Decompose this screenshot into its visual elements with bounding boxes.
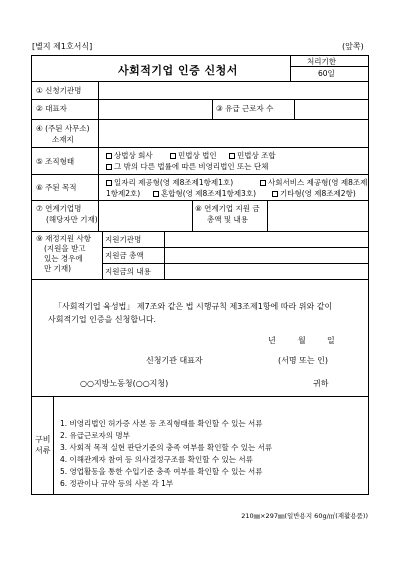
support-agency-field[interactable] bbox=[166, 233, 366, 245]
signer-label: 신청기관 대표자 bbox=[146, 356, 203, 365]
option-commercial-company[interactable]: 상법상 회사 bbox=[106, 151, 153, 160]
option-mixed[interactable]: 혼합형(영 제8조제1항제3호) bbox=[153, 189, 256, 198]
label-linked-company-note: (해당자만 기재) bbox=[46, 215, 98, 224]
form-title: 사회적기업 인증 신청서 bbox=[118, 64, 238, 77]
label-support-content: 지원금의 내용 bbox=[105, 267, 151, 276]
processing-period-label: 처리기한 bbox=[307, 57, 336, 66]
label-financial-note-1: (지원을 받고 bbox=[44, 244, 86, 253]
form-label: [별지 제1호서식] bbox=[32, 42, 93, 51]
attachments-label-2: 서류 bbox=[35, 446, 51, 455]
signature-label: (서명 또는 인) bbox=[278, 356, 328, 365]
date-year-label: 년 bbox=[268, 336, 276, 345]
date-month-label: 월 bbox=[298, 336, 306, 345]
attachment-item: 6. 정관이나 규약 등의 사본 각 1부 bbox=[60, 479, 174, 488]
label-org-type: ⑤ 조직형태 bbox=[36, 157, 75, 166]
label-linked-support-sub: 총액 및 내용 bbox=[207, 215, 248, 224]
paper-spec: 210㎜×297㎜(일반용지 60g/㎡(재활용품)) bbox=[241, 512, 368, 520]
label-address: ④ (주된 사무소) bbox=[36, 124, 90, 133]
attachment-item: 3. 사회적 목적 실현 판단기준의 충족 여부를 확인할 수 있는 서류 bbox=[60, 443, 273, 452]
applicant-name-field[interactable] bbox=[100, 83, 366, 97]
checkbox-icon bbox=[272, 191, 278, 197]
paid-workers-field[interactable] bbox=[296, 101, 366, 117]
declaration-line-1: 「사회적기업 육성법」 제7조와 같은 법 시행규칙 제3조제1항에 따라 위와 같이 bbox=[54, 302, 333, 311]
label-address-sub: 소재지 bbox=[52, 135, 74, 144]
option-job-provision[interactable]: 일자리 제공형(영 제8조제1항제1호) bbox=[106, 178, 233, 187]
attachment-item: 4. 이해관계자 참여 등 의사결정구조를 확인할 수 있는 서류 bbox=[60, 455, 253, 464]
support-amount-field[interactable] bbox=[166, 249, 366, 261]
option-civil-corporation[interactable]: 민법상 법인 bbox=[170, 151, 217, 160]
checkbox-icon bbox=[106, 164, 112, 170]
linked-company-field[interactable] bbox=[100, 202, 190, 229]
attachment-item: 1. 비영리법인 허가증 사본 등 조직형태를 확인할 수 있는 서류 bbox=[60, 419, 263, 428]
label-financial-note-3: 만 기재) bbox=[44, 264, 72, 273]
option-other[interactable]: 기타형(영 제8조제2항) bbox=[272, 189, 356, 198]
address-field[interactable] bbox=[100, 121, 366, 145]
option-nonprofit[interactable]: 그 밖의 다른 법률에 따른 비영리법인 또는 단체 bbox=[106, 162, 268, 171]
checkbox-icon bbox=[229, 153, 235, 159]
checkbox-icon bbox=[106, 180, 112, 186]
label-main-purpose: ⑥ 주된 목적 bbox=[36, 183, 77, 192]
label-support-agency: 지원기관명 bbox=[105, 235, 142, 244]
label-financial-support: ⑨ 재정지원 사항 bbox=[36, 234, 91, 243]
social-service-continued: 1항제2호) bbox=[106, 189, 141, 198]
label-representative: ② 대표자 bbox=[36, 104, 67, 113]
declaration-line-2: 사회적기업 인증을 신청합니다. bbox=[48, 315, 157, 324]
recipient-suffix: 귀하 bbox=[313, 379, 329, 388]
linked-support-field[interactable] bbox=[269, 202, 366, 229]
representative-field[interactable] bbox=[100, 101, 210, 117]
label-paid-workers: ③ 유급 근로자 수 bbox=[216, 104, 274, 113]
checkbox-icon bbox=[106, 153, 112, 159]
option-civil-union[interactable]: 민법상 조합 bbox=[229, 151, 276, 160]
checkbox-icon bbox=[260, 180, 266, 186]
recipient: ○○지방노동청(○○지청) bbox=[80, 379, 169, 388]
support-content-field[interactable] bbox=[166, 265, 366, 277]
option-social-service[interactable]: 사회서비스 제공형(영 제8조제 bbox=[260, 178, 367, 187]
checkbox-icon bbox=[153, 191, 159, 197]
attachment-item: 5. 영업활동을 통한 수입기준 충족 여부를 확인할 수 있는 서류 bbox=[60, 467, 263, 476]
label-applicant-name: ① 신청기관명 bbox=[36, 86, 82, 95]
attachment-item: 2. 유급근로자의 명부 bbox=[60, 431, 130, 440]
page-side-label: (앞쪽) bbox=[342, 42, 364, 51]
date-day-label: 일 bbox=[327, 336, 335, 345]
label-linked-support: ⑧ 연계기업 지원 금 bbox=[195, 204, 260, 213]
label-financial-note-2: 있는 경우에 bbox=[44, 254, 83, 263]
label-linked-company: ⑦ 연계기업명 bbox=[36, 204, 82, 213]
checkbox-icon bbox=[170, 153, 176, 159]
label-support-amount: 지원금 총액 bbox=[105, 251, 144, 260]
attachments-label-1: 구비 bbox=[35, 435, 51, 444]
processing-period-value: 60일 bbox=[318, 69, 335, 78]
